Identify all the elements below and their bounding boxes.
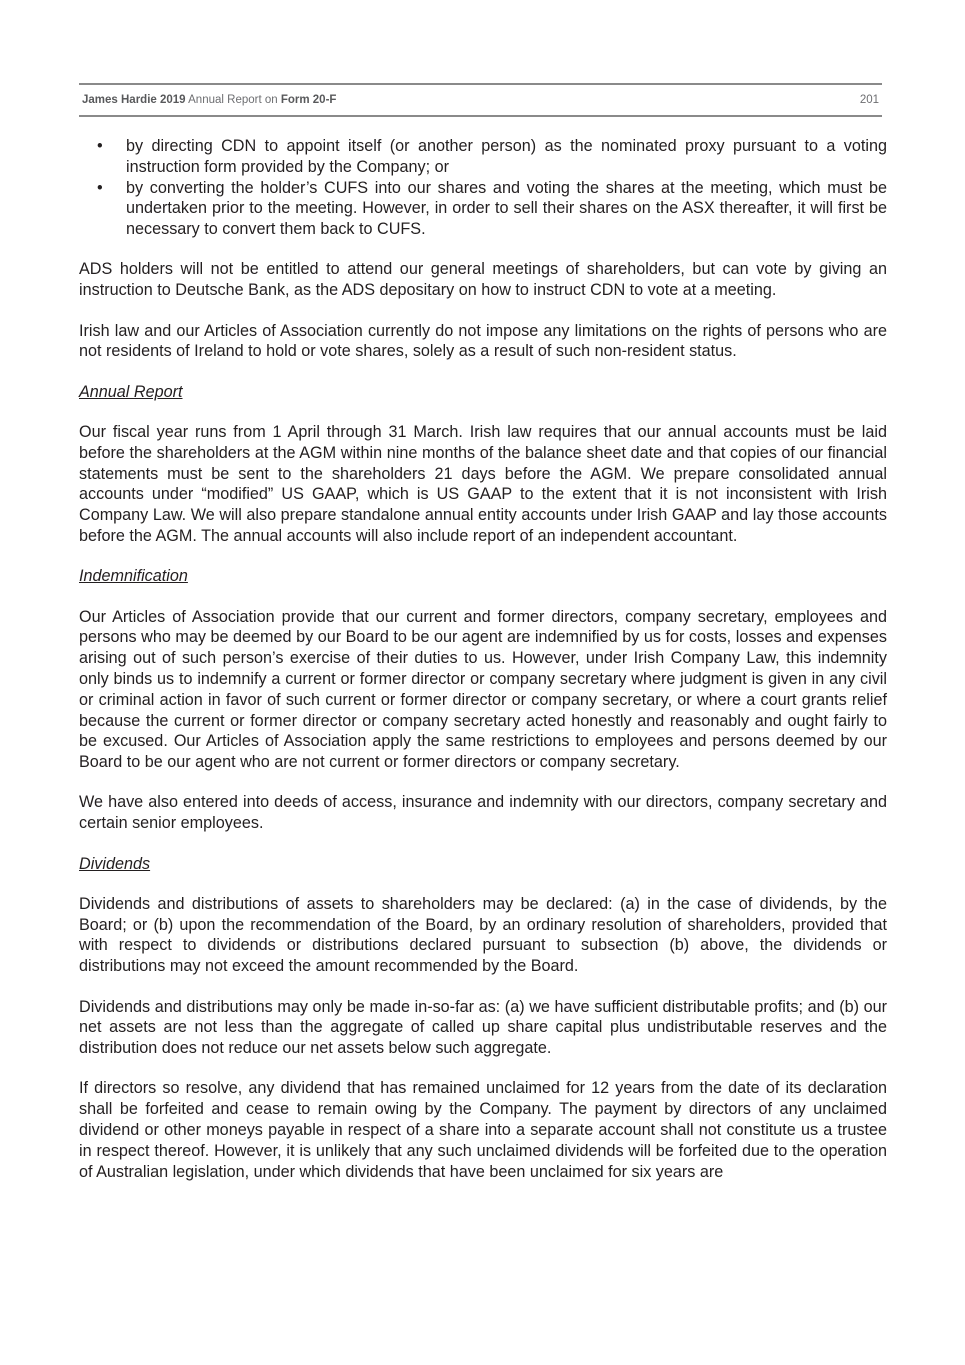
header-company: James Hardie 2019 xyxy=(82,94,186,106)
header-title xyxy=(82,94,336,106)
list-item-text: by directing CDN to appoint itself (or another person) as the nominated proxy pursuant to a voting instruction form provided by the Company; or xyxy=(126,137,887,176)
list-item xyxy=(79,178,887,240)
bullet-icon: • xyxy=(97,137,103,155)
header-bottom-rule xyxy=(79,115,882,117)
header-row xyxy=(79,85,882,115)
paragraph-irish-law: Irish law and our Articles of Association currently do not impose any limitations on the rights of persons who are not residents of Ireland to hold or vote shares, solely as a result of such non-resident status. xyxy=(79,321,887,361)
heading-dividends: Dividends xyxy=(79,854,151,873)
paragraph-fiscal-year: Our fiscal year runs from 1 April through 31 March. Irish law requires that our annual accounts must be laid before the shareholders at the AGM within nine months of the balance sheet date and that copies of our financial statements must be sent to the shareholders 21 days before the AGM. We prepare consolidated annual accounts under “modified” US GAAP, which is US GAAP to the extent that it is not inconsistent with Irish Company Law. We will also prepare standalone annual entity accounts under Irish GAAP and lay those accounts before the AGM. The annual accounts will also include report of an independent accountant. xyxy=(79,422,887,545)
paragraph-dividends-2: Dividends and distributions may only be made in-so-far as: (a) we have sufficient distributable profits; and (b) our net assets are not less than the aggregate of called up share capital plus undistributable reserves and the distribution does not reduce our net assets below such aggregate. xyxy=(79,997,887,1058)
list-item xyxy=(79,136,887,178)
page-number: 201 xyxy=(859,94,879,106)
page-header xyxy=(79,83,882,117)
paragraph-indemnification-1: Our Articles of Association provide that our current and former directors, company secretary, employees and persons who may be deemed by our Board to be our agent are indemnified by us for costs, losses and expenses arising out of such person’s exercise of their duties to us. However, under Irish Company Law, this indemnity only binds us to indemnify a current or former director or company secretary where judgment is given in any civil or criminal action in favor of such current or former director or company secretary, or where a court grants relief because the current or former director or company secretary acted honestly and reasonably and ought fairly to be excused. Our Articles of Association apply the same restrictions to employees and persons deemed by our Board to be our agent who are not current or former directors or company secretary. xyxy=(79,607,887,772)
paragraph-dividends-1: Dividends and distributions of assets to shareholders may be declared: (a) in the case of dividends, by the Board; or (b) upon the recommendation of the Board, by an ordinary resolution of shareholders, provided that with respect to dividends or distributions declared pursuant to subsection (b) above, the dividends or distributions may not exceed the amount recommended by the Board. xyxy=(79,894,887,976)
voting-options-list xyxy=(79,136,887,240)
header-form: Form 20-F xyxy=(280,94,337,106)
heading-annual-report: Annual Report xyxy=(79,382,183,401)
heading-indemnification: Indemnification xyxy=(79,567,188,586)
paragraph-ads-holders: ADS holders will not be entitled to attend our general meetings of shareholders, but can vote by giving an instruction to Deutsche Bank, as the ADS depositary on how to instruct CDN to vote at a meeting. xyxy=(79,260,887,300)
header-middle: Annual Report on xyxy=(185,94,281,106)
document-body xyxy=(79,136,887,1202)
bullet-icon: • xyxy=(97,178,103,197)
list-item-text: by converting the holder’s CUFS into our shares and voting the shares at the meeting, which must be undertaken prior to the meeting. However, in order to sell their shares on the ASX thereafter, it will first be necessary to convert them back to CUFS. xyxy=(126,178,887,239)
paragraph-dividends-3: If directors so resolve, any dividend that has remained unclaimed for 12 years from the date of its declaration shall be forfeited and cease to remain owing by the Company. The payment by directors of any unclaimed dividend or other moneys payable in respect of a share into a separate account shall not constitute us a trustee in respect thereof. However, it is unlikely that any such unclaimed dividends will be forfeited due to the operation of Australian legislation, under which dividends that have been unclaimed for six years are xyxy=(79,1079,887,1181)
paragraph-indemnification-2: We have also entered into deeds of access, insurance and indemnity with our directors, company secretary and certain senior employees. xyxy=(79,793,887,833)
